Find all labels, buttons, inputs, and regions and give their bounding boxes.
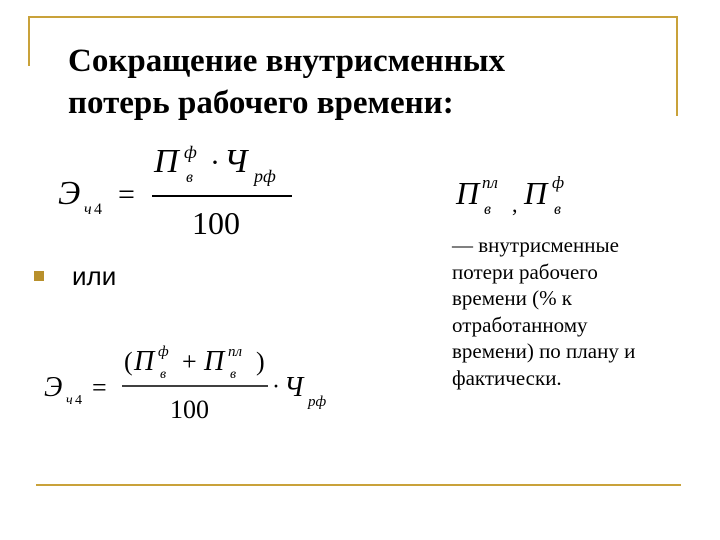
formula-1-num-P-sup: ф xyxy=(184,142,197,162)
definition-line-3: времени (% к xyxy=(452,286,573,310)
formula-2-lhs-sub-letter: ч xyxy=(66,393,73,408)
formula-2-denominator: 100 xyxy=(170,395,209,424)
formula-1-svg xyxy=(54,140,314,250)
formula-2-term2-sub: в xyxy=(230,367,237,382)
formula-1-num-dot: · xyxy=(210,146,220,179)
formula-2-term2-sup: пл xyxy=(228,344,243,360)
formula-2-equals: = xyxy=(92,373,107,402)
definition-line-4: отработанному xyxy=(452,312,588,337)
formula-1-num-Ch: Ч xyxy=(224,143,248,180)
symbol-P-fact-sup: ф xyxy=(552,173,565,192)
symbol-P-plan-sup: пл xyxy=(482,173,498,192)
bullet-text: или xyxy=(72,261,117,291)
slide-title xyxy=(68,40,648,124)
bullet-square-icon xyxy=(34,271,44,281)
formula-1-num-P: П xyxy=(154,143,179,180)
formula-2-term1-P: П xyxy=(134,346,155,377)
formula-1-num-Ch-sub: рф xyxy=(254,166,276,186)
formula-2-close-paren: ) xyxy=(256,347,265,376)
formula-2-open-paren: ( xyxy=(124,347,133,376)
frame-top-line xyxy=(28,16,678,18)
symbols-svg xyxy=(454,168,594,228)
formula-2-term1-sup: ф xyxy=(158,344,169,360)
formula-1 xyxy=(54,140,314,255)
formula-2-svg xyxy=(40,340,350,430)
formula-1-num-P-sub: в xyxy=(186,169,193,186)
formula-1-equals: = xyxy=(118,178,135,211)
title-line-1: Сокращение внутрисменных xyxy=(68,43,506,79)
symbol-P-plan-sub: в xyxy=(484,201,491,218)
symbols-block xyxy=(454,168,594,233)
formula-1-lhs-main: Э xyxy=(58,175,81,212)
formula-2-plus: + xyxy=(182,347,197,376)
formula-2-lhs-main: Э xyxy=(44,372,63,403)
formula-2-Ch-sub: рф xyxy=(308,394,327,410)
symbol-comma: , xyxy=(512,192,518,217)
definition-line-6: фактически. xyxy=(452,365,562,390)
symbol-P-plan: П xyxy=(456,175,480,211)
formula-1-lhs-sub-num: 4 xyxy=(94,201,102,218)
formula-2-mul-dot: · xyxy=(272,374,280,400)
formula-1-lhs-sub-letter: ч xyxy=(84,201,92,218)
frame-left-line xyxy=(28,16,30,66)
definition-line-5: времени) по плану и xyxy=(452,339,636,363)
formula-1-denominator: 100 xyxy=(192,205,240,241)
frame-bottom-line xyxy=(36,484,681,486)
definition-text xyxy=(452,232,692,391)
formula-2-Ch: Ч xyxy=(284,372,304,403)
symbol-P-fact-sub: в xyxy=(554,201,561,218)
formula-2-term1-sub: в xyxy=(160,367,167,382)
definition-line-1: — внутрисменные xyxy=(452,233,619,257)
formula-2-lhs-sub-num: 4 xyxy=(75,393,82,408)
frame-right-line xyxy=(676,16,678,116)
symbol-P-fact: П xyxy=(524,175,548,211)
title-line-2: потерь рабочего времени: xyxy=(68,85,454,121)
formula-2-term2-P: П xyxy=(204,346,225,377)
formula-2 xyxy=(40,340,350,435)
definition-line-2: потери рабочего xyxy=(452,259,598,284)
